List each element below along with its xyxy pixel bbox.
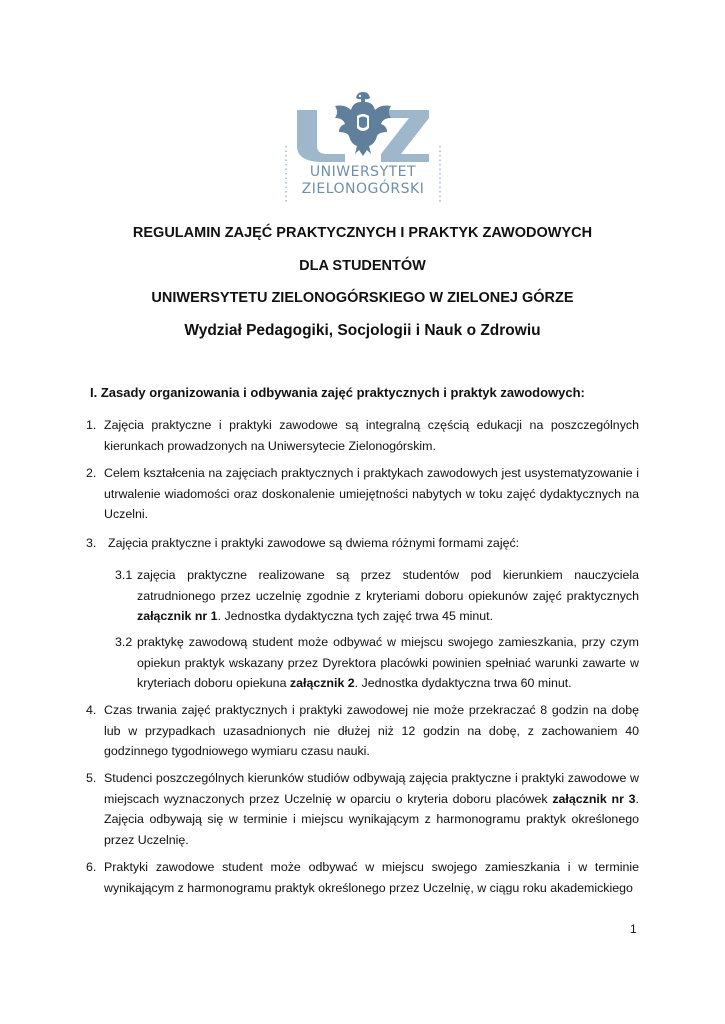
attachment-reference: załącznik 2 [289,676,355,690]
attachment-reference: załącznik nr 3 [552,791,636,806]
faculty-name: Wydział Pedagogiki, Socjologii i Nauk o Zdrowiu [184,322,541,339]
list-item-text-part: . Zajęcia odbywają się w terminie i miejscu wynikającym z harmonogramu praktyk określonego przez Uczelnię. [104,791,639,847]
document-subtitle: DLA STUDENTÓW [299,258,426,274]
university-name: UNIWERSYTETU ZIELONOGÓRSKIEGO W ZIELONEJ GÓRZE [151,290,574,306]
list-item-text: Zajęcia praktyczne i praktyki zawodowe są dwiema różnymi formami zajęć: [108,536,520,550]
attachment-reference: załącznik nr 1 [137,609,218,623]
list-item-text: Zajęcia praktyczne i praktyki zawodowe są integralną częścią edukacji na poszczególnych kierunkach prowadzonych na Uniwersytecie Zielonogórskim. [104,418,639,453]
list-item-number: 6. [86,860,97,874]
document-title: REGULAMIN ZAJĘĆ PRAKTYCZNYCH I PRAKTYK ZAWODOWYCH [132,225,593,241]
university-logo [283,88,443,206]
list-item-text: Celem kształcenia na zajęciach praktycznych i praktykach zawodowych jest usystematyzowanie i utrwalenie wiadomości oraz doskonalenie umiejętności nabytych w toku zajęć dydaktycznych na Uczelni. [104,466,639,521]
list-item-number: 5. [86,771,97,785]
list-item-text: Czas trwania zajęć praktycznych i praktyki zawodowej nie może przekraczać 8 godzin na dobę lub w przypadkach uzasadnionych nie dłużej niż 12 godzin na dobę, z zachowaniem 40 godzinnego tygodniowego wymiaru czasu nauki. [104,703,639,758]
sub-item-3-2 [115,632,639,694]
list-item-text [104,768,639,850]
sub-item-text-part: . Jednostka dydaktyczna tych zajęć trwa 45 minut. [217,609,494,623]
list-item-2 [86,463,639,525]
list-item-1 [86,415,639,456]
list-item-text: Praktyki zawodowe student może odbywać w miejscu swojego zamieszkania i w terminie wynikającym z harmonogramu praktyk określonego przez Uczelnię, w ciągu roku akademickiego [104,860,639,895]
list-item-number: 4. [86,703,97,717]
sub-item-text-part: praktykę zawodową student może odbywać w miejscu swojego zamieszkania, przy czym opiekun praktyk wskazany przez Dyrektora placówki powinien spełniać warunki zawarte w kryteriach doboru opiekuna [137,635,639,690]
list-item-6 [86,857,639,898]
list-item-number: 2. [86,466,97,480]
sub-item-3-1 [115,565,639,627]
list-item-3 [86,533,639,554]
sub-item-number: 3.1 [115,568,133,582]
list-item-number: 1. [86,418,97,432]
sub-item-text-part: zajęcia praktyczne realizowane są przez studentów pod kierunkiem nauczyciela zatrudnionego przez uczelnię zgodnie z kryteriami doboru opiekunów zajęć praktycznych [137,568,639,603]
list-item-4 [86,700,639,762]
list-item-5 [86,768,639,850]
sub-item-number: 3.2 [115,635,133,649]
sub-item-text-part: . Jednostka dydaktyczna trwa 60 minut. [354,676,572,690]
list-item-text-part: Studenci poszczególnych kierunków studiów odbywają zajęcia praktyczne i praktyki zawodowe w miejscach wyznaczonych przez Uczelnię w oparciu o kryteria doboru placówek [104,771,639,806]
list-item-number: 3. [86,536,97,550]
logo-line-uniwersytet: UNIWERSYTET [309,164,417,180]
page-number: 1 [630,922,637,936]
logo-line-zielonogorski: ZIELONOGÓRSKI [301,181,425,197]
section-heading: I. Zasady organizowania i odbywania zajęć praktycznych i praktyk zawodowych: [90,385,585,400]
sub-item-text [137,565,639,627]
sub-item-text [137,632,639,694]
